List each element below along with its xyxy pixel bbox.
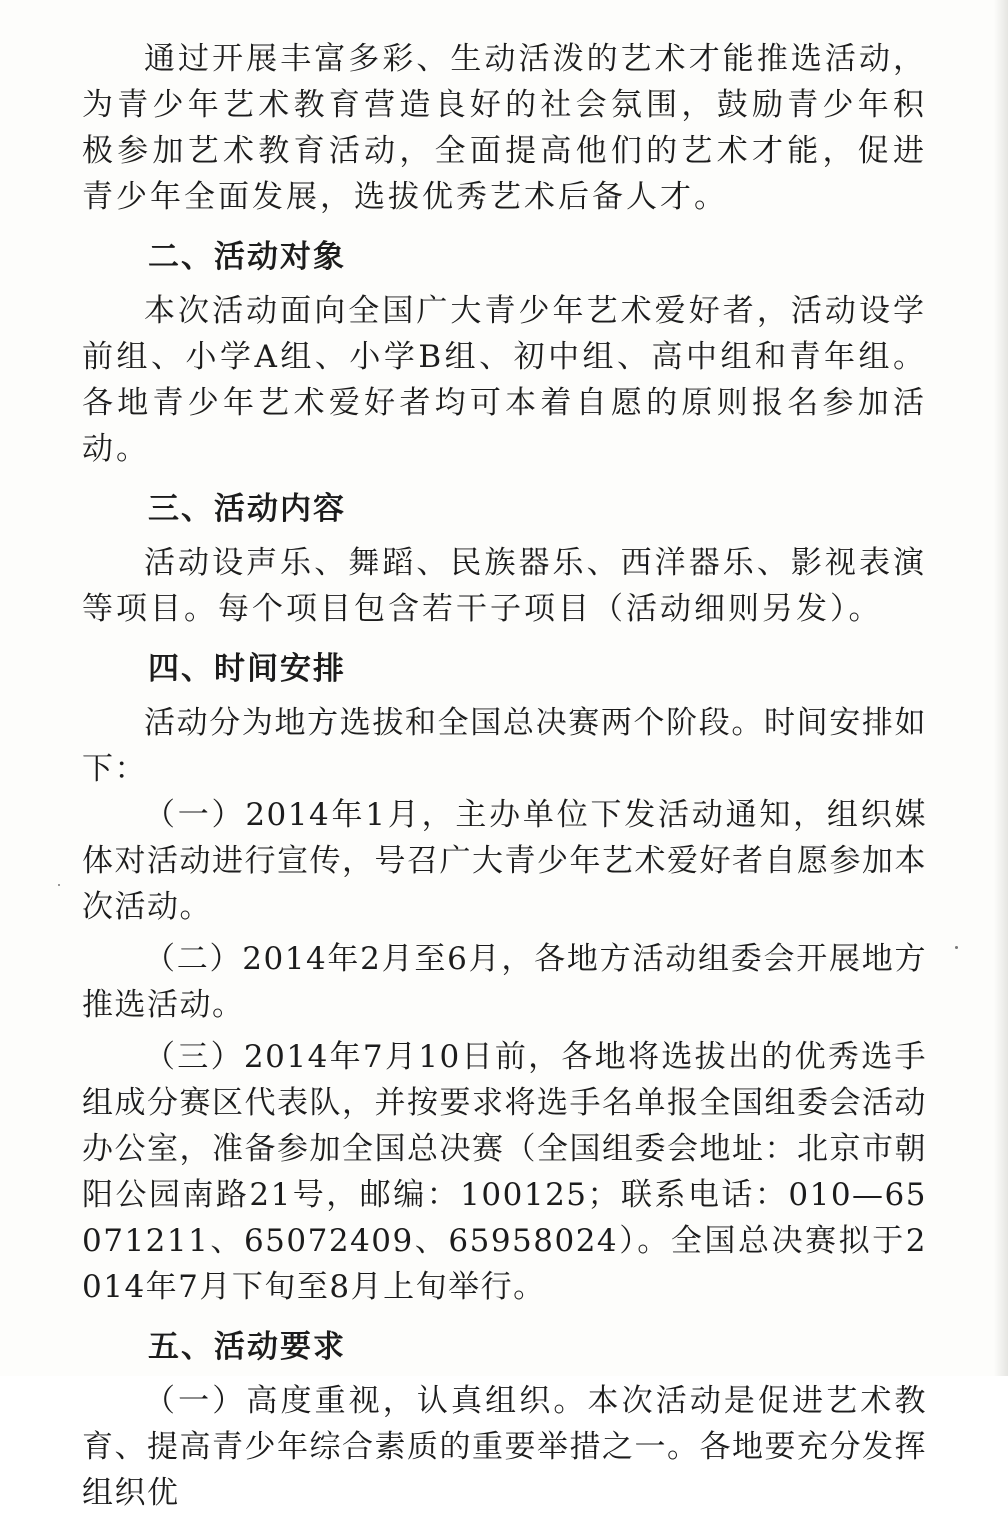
page-edge-shadow (994, 0, 1008, 1376)
requirement-item-1: （一）高度重视，认真组织。本次活动是促进艺术教育、提高青少年综合素质的重要举措之一。各地要充分发挥组织优 (82, 1383, 927, 1511)
section-body-content: 活动设声乐、舞蹈、民族器乐、西洋器乐、影视表演等项目。每个项目包含若干子项目（活动细则另发）。 (82, 545, 927, 627)
section-heading-content: 三、活动内容 (148, 491, 346, 527)
section-heading-requirements: 五、活动要求 (148, 1329, 346, 1365)
section-body-targets: 本次活动面向全国广大青少年艺术爱好者，活动设学前组、小学A组、小学B组、初中组、高中组和青年组。各地青少年艺术爱好者均可本着自愿的原则报名参加活动。 (82, 293, 927, 467)
section-body-schedule: 活动分为地方选拔和全国总决赛两个阶段。时间安排如下： (82, 705, 927, 787)
scan-speck (955, 946, 958, 949)
schedule-item-1: （一）2014年1月，主办单位下发活动通知，组织媒体对活动进行宣传，号召广大青少年艺术爱好者自愿参加本次活动。 (82, 797, 927, 925)
schedule-item-2: （二）2014年2月至6月，各地方活动组委会开展地方推选活动。 (82, 941, 927, 1023)
document-body (82, 36, 927, 1516)
section-heading-schedule: 四、时间安排 (148, 651, 346, 687)
scan-speck (58, 884, 60, 886)
intro-paragraph: 通过开展丰富多彩、生动活泼的艺术才能推选活动，为青少年艺术教育营造良好的社会氛围，鼓励青少年积极参加艺术教育活动，全面提高他们的艺术才能，促进青少年全面发展，选拔优秀艺术后备人才。 (82, 41, 927, 215)
section-heading-targets: 二、活动对象 (148, 239, 346, 275)
schedule-item-3: （三）2014年7月10日前，各地将选拔出的优秀选手组成分赛区代表队，并按要求将选手名单报全国组委会活动办公室，准备参加全国总决赛（全国组委会地址：北京市朝阳公园南路21号，邮编：100125；联系电话：010—65071211、65072409、65958024）。全国总决赛拟于2014年7月下旬至8月上旬举行。 (82, 1039, 927, 1305)
